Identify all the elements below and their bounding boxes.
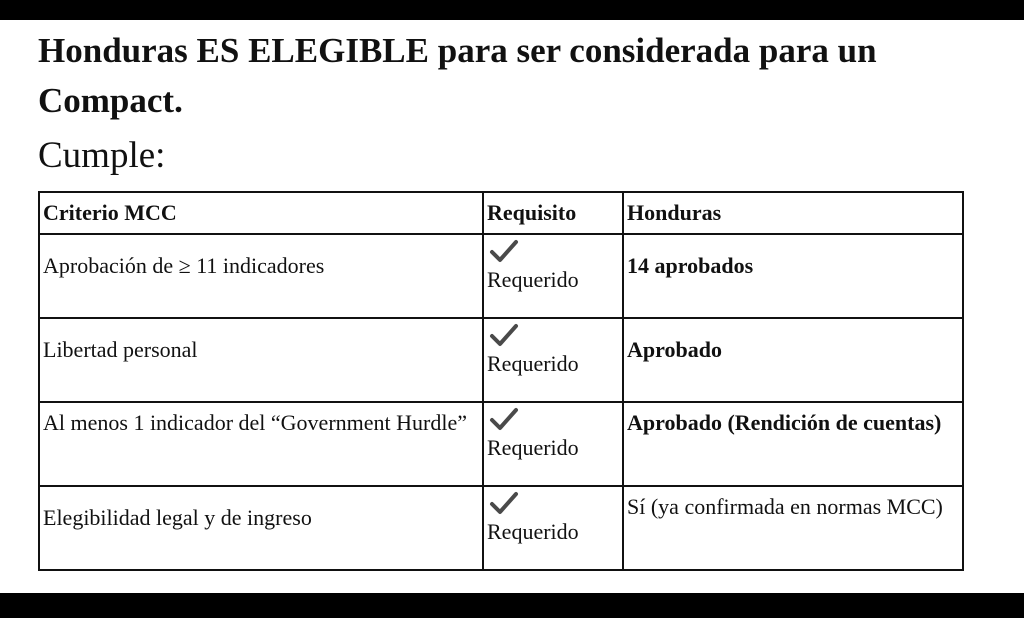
cell-requisito (483, 318, 623, 402)
table-row (39, 402, 963, 486)
cell-criterio: Al menos 1 indicador del “Government Hurdle” (39, 402, 483, 486)
header-honduras: Honduras (623, 192, 963, 234)
requisito-text: Requerido (487, 351, 579, 376)
table-header-row (39, 192, 963, 234)
requisito-text: Requerido (487, 519, 579, 544)
check-icon (489, 239, 619, 265)
cell-honduras: Sí (ya confirmada en normas MCC) (623, 486, 963, 570)
header-criterio: Criterio MCC (39, 192, 483, 234)
document-page (0, 20, 1024, 593)
page-title: Honduras ES ELEGIBLE para ser considerada para un Compact. (38, 31, 877, 120)
header-requisito: Requisito (483, 192, 623, 234)
table-row (39, 234, 963, 318)
requisito-text: Requerido (487, 267, 579, 292)
check-icon (489, 323, 619, 349)
cell-criterio: Aprobación de ≥ 11 indicadores (39, 234, 483, 318)
criteria-table (38, 191, 964, 571)
check-icon (489, 407, 619, 433)
cell-honduras: 14 aprobados (623, 234, 963, 318)
check-icon (489, 491, 619, 517)
cell-requisito (483, 402, 623, 486)
table-row (39, 318, 963, 402)
section-subtitle: Cumple: (38, 135, 166, 176)
table-row (39, 486, 963, 570)
cell-honduras: Aprobado (623, 318, 963, 402)
cell-honduras: Aprobado (Rendición de cuentas) (623, 402, 963, 486)
cell-criterio: Elegibilidad legal y de ingreso (39, 486, 483, 570)
cell-requisito (483, 234, 623, 318)
cell-criterio: Libertad personal (39, 318, 483, 402)
cell-requisito (483, 486, 623, 570)
requisito-text: Requerido (487, 435, 579, 460)
